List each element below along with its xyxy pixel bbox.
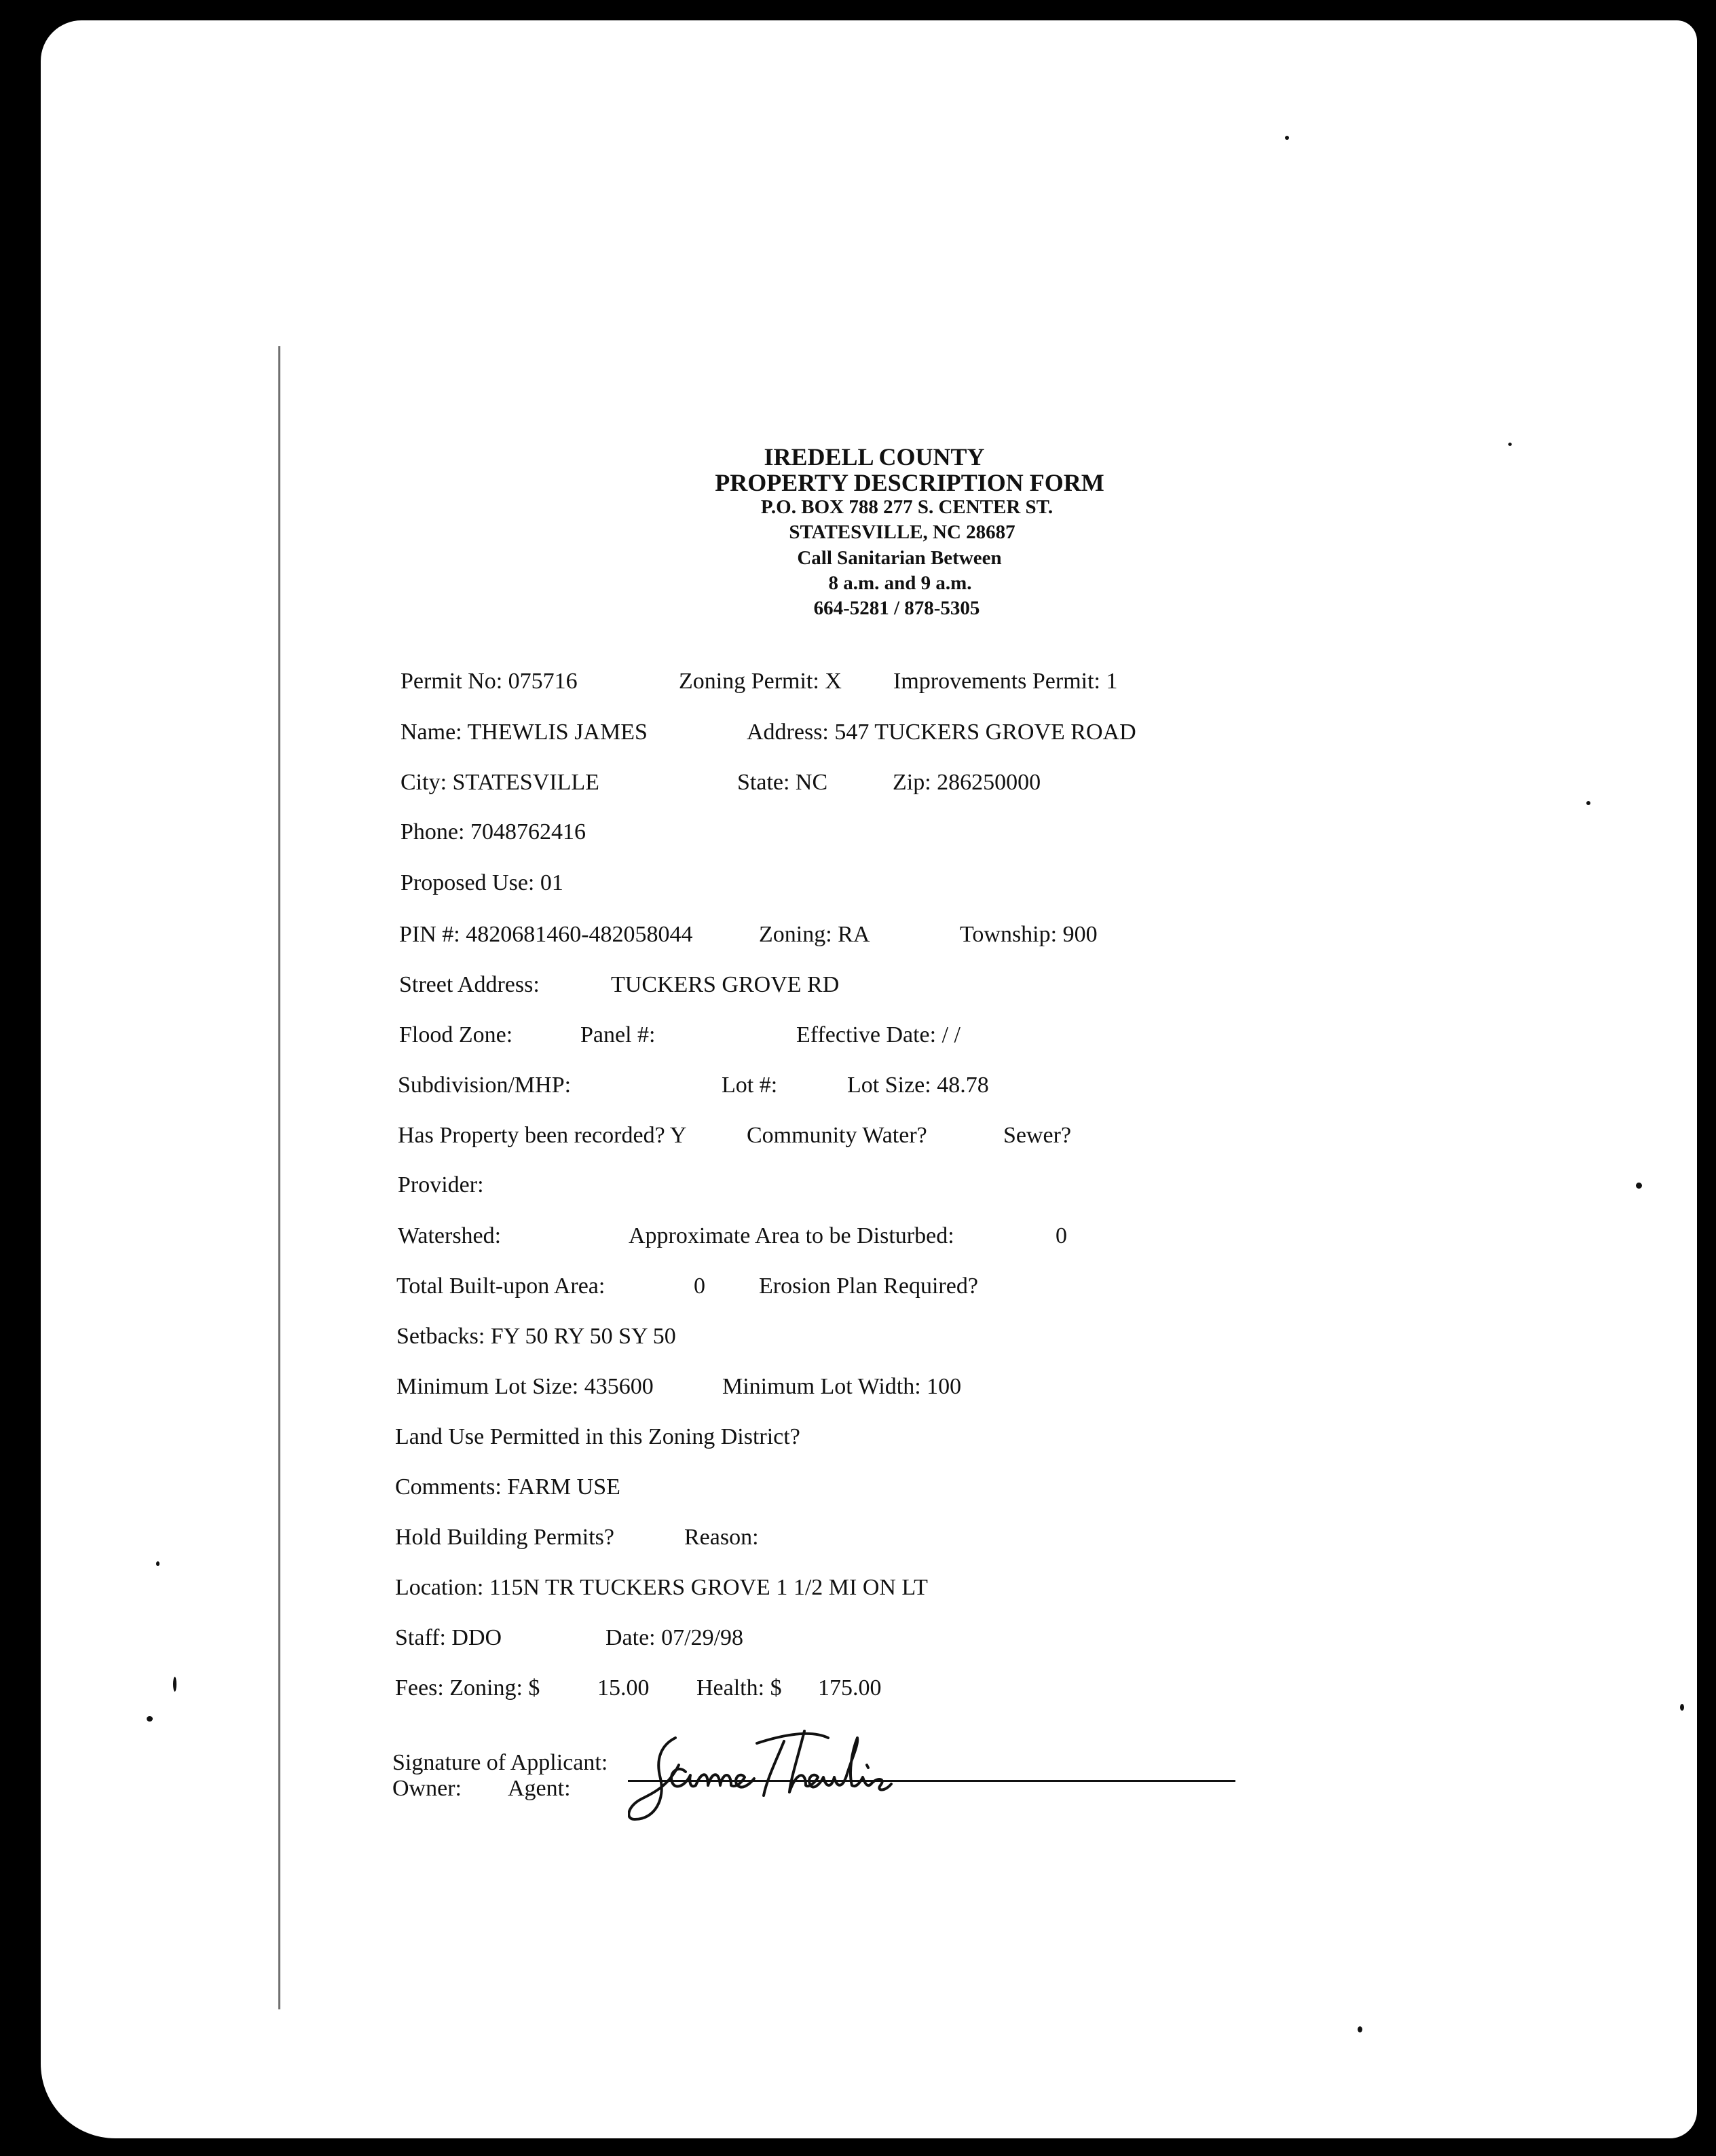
proposed-use: Proposed Use: 01 — [400, 870, 563, 895]
panel-number: Panel #: — [580, 1022, 656, 1047]
fees-zoning-label: Fees: Zoning: $ — [395, 1675, 540, 1700]
improvements-permit: Improvements Permit: 1 — [893, 669, 1118, 694]
form-title: PROPERTY DESCRIPTION FORM — [715, 469, 1104, 496]
applicant-zip: Zip: 286250000 — [893, 770, 1041, 795]
county-title: IREDELL COUNTY — [764, 443, 985, 470]
watershed: Watershed: — [398, 1223, 502, 1248]
lot-size: Lot Size: 48.78 — [847, 1073, 989, 1098]
area-disturbed-value: 0 — [1056, 1223, 1067, 1248]
lot-number: Lot #: — [722, 1073, 778, 1098]
fees-health-value: 175.00 — [818, 1675, 882, 1700]
minimum-lot-width: Minimum Lot Width: 100 — [722, 1374, 962, 1399]
scan-edge-line — [278, 346, 280, 2009]
built-upon-value: 0 — [694, 1274, 705, 1299]
scan-speck — [1358, 2026, 1362, 2032]
built-upon-label: Total Built-upon Area: — [396, 1274, 605, 1299]
community-water: Community Water? — [747, 1123, 927, 1148]
handwritten-signature — [628, 1717, 940, 1826]
scan-speck — [1636, 1183, 1642, 1189]
header-call: Call Sanitarian Between — [797, 547, 1002, 569]
minimum-lot-size: Minimum Lot Size: 435600 — [396, 1374, 654, 1399]
sewer: Sewer? — [1003, 1123, 1072, 1148]
setbacks: Setbacks: FY 50 RY 50 SY 50 — [396, 1324, 676, 1349]
applicant-name: Name: THEWLIS JAMES — [400, 720, 648, 745]
scan-speck — [147, 1716, 153, 1722]
location: Location: 115N TR TUCKERS GROVE 1 1/2 MI ON LT — [395, 1575, 928, 1600]
effective-date: Effective Date: / / — [796, 1022, 960, 1047]
comments: Comments: FARM USE — [395, 1474, 620, 1500]
pin-number: PIN #: 4820681460-482058044 — [399, 922, 693, 947]
flood-zone: Flood Zone: — [399, 1022, 513, 1047]
scan-speck — [1285, 136, 1289, 140]
hold-building-permits: Hold Building Permits? — [395, 1525, 614, 1550]
header-address: P.O. BOX 788 277 S. CENTER ST. — [760, 496, 1053, 518]
fees-zoning-value: 15.00 — [597, 1675, 650, 1700]
date: Date: 07/29/98 — [605, 1625, 744, 1650]
fees-health-label: Health: $ — [696, 1675, 782, 1700]
township: Township: 900 — [960, 922, 1098, 947]
permit-no: Permit No: 075716 — [400, 669, 578, 694]
provider: Provider: — [398, 1172, 484, 1197]
scan-speck — [1508, 443, 1512, 446]
land-use-permitted: Land Use Permitted in this Zoning District? — [395, 1424, 800, 1449]
applicant-phone: Phone: 7048762416 — [400, 819, 586, 844]
zoning-permit: Zoning Permit: X — [679, 669, 842, 694]
scan-speck — [156, 1561, 160, 1566]
reason: Reason: — [684, 1525, 759, 1550]
street-address-value: TUCKERS GROVE RD — [611, 972, 840, 997]
area-disturbed-label: Approximate Area to be Disturbed: — [629, 1223, 954, 1248]
scan-speck — [1586, 801, 1590, 805]
street-address-label: Street Address: — [399, 972, 540, 997]
header-city: STATESVILLE, NC 28687 — [789, 521, 1015, 543]
zoning: Zoning: RA — [759, 922, 870, 947]
owner-label: Owner: — [392, 1776, 462, 1801]
subdivision: Subdivision/MHP: — [398, 1073, 572, 1098]
signature-label: Signature of Applicant: — [392, 1750, 608, 1775]
applicant-address: Address: 547 TUCKERS GROVE ROAD — [747, 720, 1136, 745]
scan-speck — [1680, 1704, 1684, 1711]
agent-label: Agent: — [508, 1776, 571, 1801]
header-phones: 664-5281 / 878-5305 — [813, 597, 980, 619]
erosion-plan: Erosion Plan Required? — [759, 1274, 978, 1299]
scan-speck — [173, 1677, 176, 1692]
staff: Staff: DDO — [395, 1625, 502, 1650]
property-recorded: Has Property been recorded? Y — [398, 1123, 687, 1148]
applicant-state: State: NC — [737, 770, 828, 795]
header-hours: 8 a.m. and 9 a.m. — [828, 572, 972, 594]
scan-smudge — [336, 2138, 445, 2145]
applicant-city: City: STATESVILLE — [400, 770, 599, 795]
